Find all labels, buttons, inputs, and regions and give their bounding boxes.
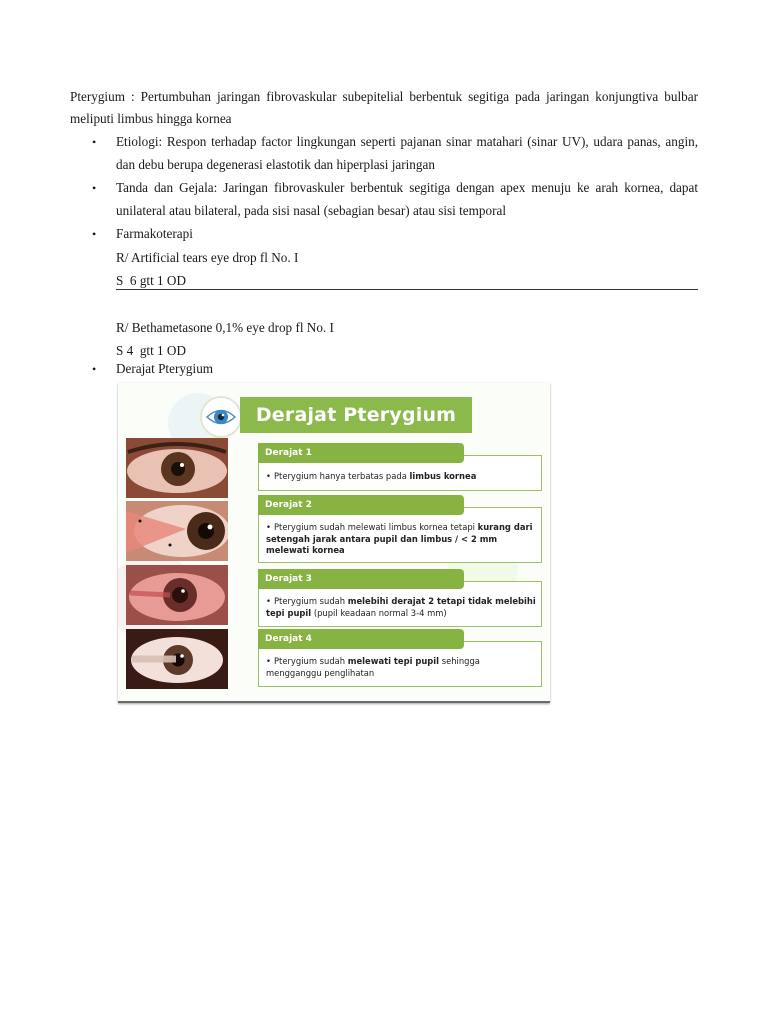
bullet-dot-icon: • [266,596,271,606]
bullet-dot-icon: • [92,181,97,195]
grade-text: Pterygium sudah melewati limbus kornea tetapi [274,522,478,532]
grade-card-1 [258,443,540,491]
grade-label: Derajat 2 [258,495,464,515]
eye-photo-grade-4 [126,629,228,689]
prescription-1-drug: R/ Artificial tears eye drop fl No. I [116,250,299,265]
intro-term: Pterygium [70,89,125,104]
bullet-text: Tanda dan Gejala: Jaringan fibrovaskuler berbentuk segitiga dengan apex menuju ke arah kornea, dapat unilateral atau bilateral, pada sisi nasal (sebagian besar) atau sisi temporal [116,180,698,218]
grade-text: Pterygium sudah [274,656,348,666]
grade-label: Derajat 4 [258,629,464,649]
eye-logo-icon [200,396,242,438]
bullet-text: Derajat Pterygium [116,361,214,376]
grade-text: Pterygium sudah [274,596,348,606]
grade-card-4 [258,629,540,687]
bullet-text: Etiologi: Respon terhadap factor lingkungan seperti pajanan sinar matahari (sinar UV), udara panas, angin, dan debu berupa degenerasi elastotik dan hiperplasi jaringan [116,134,698,172]
eye-photo-grade-3 [126,565,228,625]
intro-paragraph [70,86,698,130]
grade-text-bold: limbus kornea [409,471,477,481]
grade-label: Derajat 1 [258,443,464,463]
bullet-tanda-gejala [70,177,698,222]
grade-description [266,522,536,557]
infographic-title: Derajat Pterygium [240,397,472,433]
bullet-dot-icon: • [92,362,97,376]
bullet-derajat [70,358,744,381]
grade-card-3 [258,569,540,627]
grade-card-2 [258,495,540,561]
eye-photo-grade-1 [126,438,228,498]
prescription-2-drug: R/ Bethametasone 0,1% eye drop fl No. I [116,320,334,335]
bullet-farmakoterapi [70,223,698,246]
bullet-dot-icon: • [266,471,271,481]
derajat-infographic [118,383,550,703]
bullet-dot-icon: • [92,227,97,241]
intro-separator: : [124,89,141,104]
grade-description [266,596,536,619]
bullet-dot-icon: • [266,522,271,532]
grade-label: Derajat 3 [258,569,464,589]
bullet-dot-icon: • [92,135,97,149]
signature-divider [116,289,698,290]
grade-description [266,471,536,483]
grade-description [266,656,536,679]
intro-definition: Pertumbuhan jaringan fibrovaskular subepitelial berbentuk segitiga pada jaringan konjungtiva bulbar meliputi limbus hingga kornea [70,89,698,126]
grade-text-bold: melebihi derajat 2 tetapi tidak melebihi tepi pupil [266,596,536,618]
grade-text: sehingga mengganggu penglihatan [266,656,480,678]
grade-text: Pterygium hanya terbatas pada [274,471,410,481]
bullet-list [70,131,698,246]
eye-photo-grade-2 [126,501,228,561]
grade-text-bold: kurang dari setengah jarak antara pupil dan limbus / < 2 mm melewati kornea [266,522,533,555]
bullet-etiologi [70,131,698,176]
bullet-dot-icon: • [266,656,271,666]
grade-text-bold: melewati tepi pupil [347,656,440,666]
prescription-1-signa: S 6 gtt 1 OD [116,273,186,288]
bullet-text: Farmakoterapi [116,226,193,241]
prescription-2-signa: S 4 gtt 1 OD [116,343,186,358]
grade-text: (pupil keadaan normal 3-4 mm) [311,607,447,618]
